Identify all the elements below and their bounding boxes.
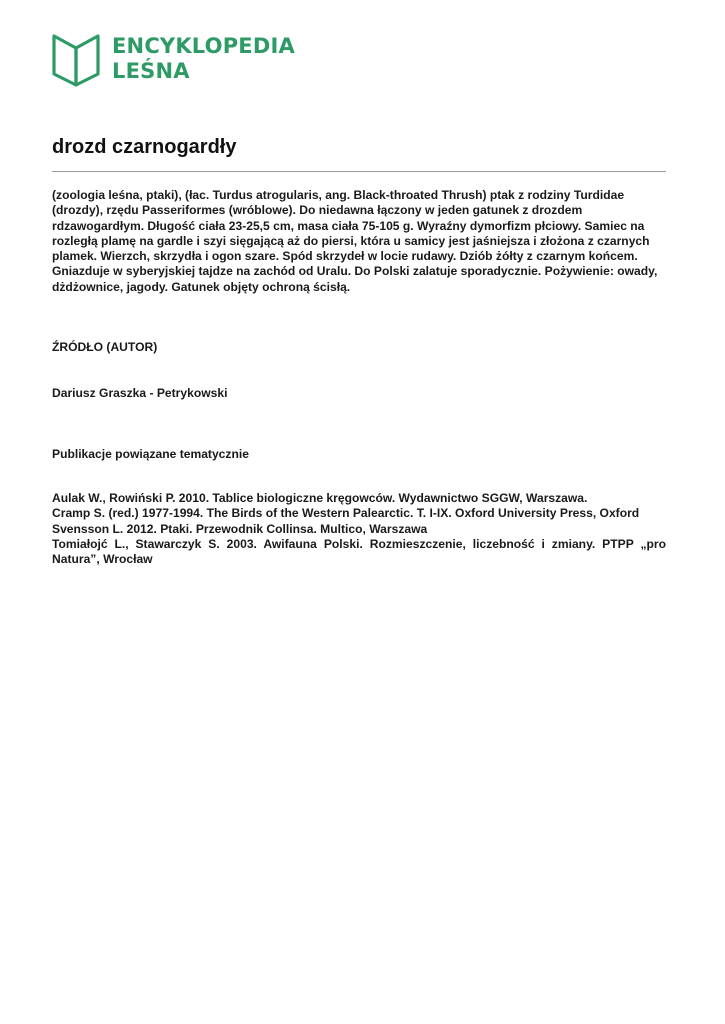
reference-item: Aulak W., Rowiński P. 2010. Tablice biologiczne kręgowców. Wydawnictwo SGGW, Warszawa.	[52, 491, 588, 505]
source-heading: ŹRÓDŁO (AUTOR)	[52, 340, 158, 354]
logo-line-1: ENCYKLOPEDIA	[112, 34, 295, 58]
reference-item: Tomiałojć L., Stawarczyk S. 2003. Awifauna Polski. Rozmieszczenie, liczebność i zmiany. PTPP „pro Natura”, Wrocław	[52, 536, 666, 567]
reference-list	[52, 491, 666, 567]
reference-item: Svensson L. 2012. Ptaki. Przewodnik Collinsa. Multico, Warszawa	[52, 521, 428, 536]
author-name: Dariusz Graszka - Petrykowski	[52, 386, 228, 400]
logo-wordmark	[112, 34, 295, 84]
encyclopedia-logo	[52, 33, 295, 89]
publications-heading: Publikacje powiązane tematycznie	[52, 447, 249, 461]
article-title: drozd czarnogardły	[52, 136, 237, 158]
reference-item: Cramp S. (red.) 1977-1994. The Birds of the Western Palearctic. T. I-IX. Oxford University Press, Oxford	[52, 506, 640, 521]
logo-line-2: LEŚNA	[112, 59, 190, 83]
title-divider	[52, 171, 666, 172]
open-book-icon	[52, 33, 100, 87]
article-body: (zoologia leśna, ptaki), (łac. Turdus atrogularis, ang. Black-throated Thrush) ptak z rodziny Turdidae (drozdy), rzędu Passeriformes (wróblowe). Do niedawna łączony w jeden gatunek z drozdem rdzawogardłym. Długość ciała 23-25,5 cm, masa ciała 75-105 g. Wyraźny dymorfizm płciowy. Samiec na rozległą plamę na gardle i szyi sięgającą aż do piersi, która u samicy jest jaśniejsza i złożona z czarnych plamek. Wierzch, skrzydła i ogon szare. Spód skrzydeł w locie rudawy. Dziób żółty z czarnym końcem. Gniazduje w syberyjskiej tajdze na zachód od Uralu. Do Polski zalatuje sporadycznie. Pożywienie: owady, dżdżownice, jagody. Gatunek objęty ochroną ścisłą.	[52, 188, 658, 294]
